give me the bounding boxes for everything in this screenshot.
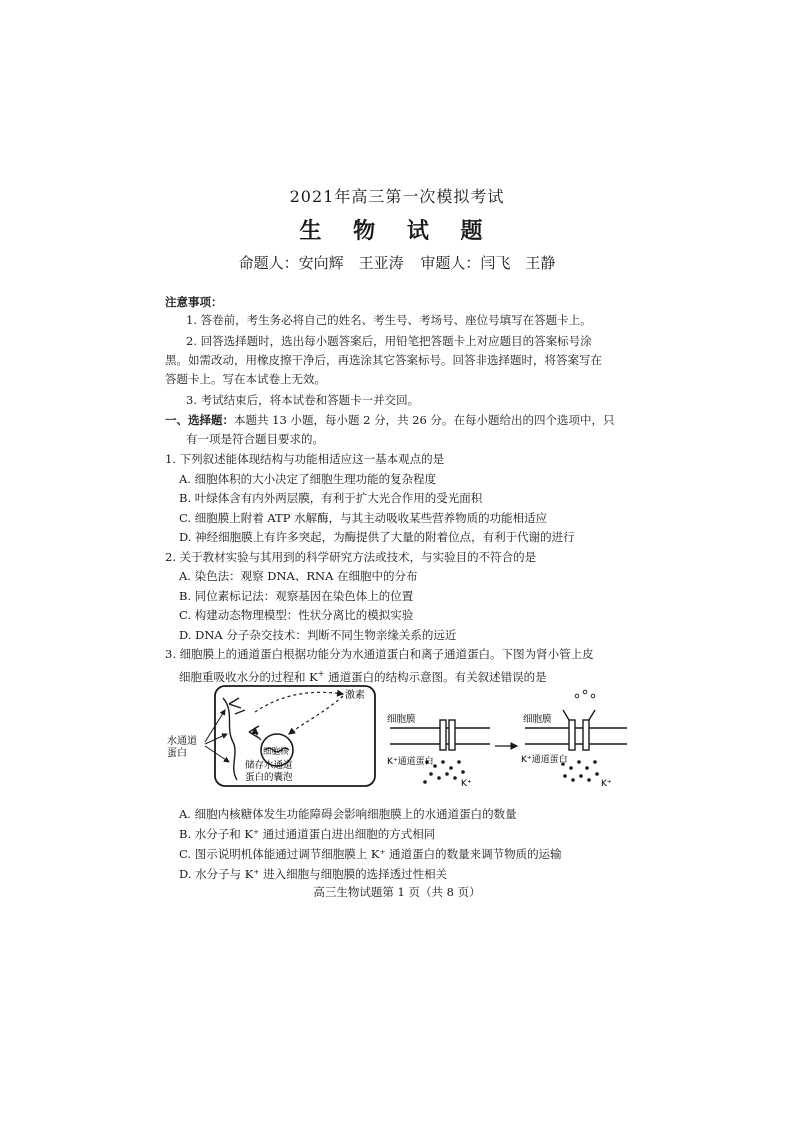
question-2-stem: 2. 关于教材实验与其用到的科学研究方法或技术，与实验目的不符合的是 bbox=[165, 550, 537, 564]
label-vesicle: 蛋白的囊泡 bbox=[245, 772, 293, 783]
k-channel-open bbox=[525, 690, 627, 782]
question-3-stem-cont: 细胞重吸收水分的过程和 K+ 通道蛋白的结构示意图。有关叙述错误的是 bbox=[179, 669, 547, 684]
section-label: 一、选择题： bbox=[165, 413, 234, 427]
water-channel-mark bbox=[229, 698, 241, 708]
question-2-option-d: D. DNA 分子杂交技术：判断不同生物亲缘关系的远近 bbox=[179, 628, 457, 642]
k-ions-outside bbox=[575, 690, 595, 698]
question-2-option-b: B. 同位素标记法：观察基因在染色体上的位置 bbox=[179, 589, 414, 603]
note-line: 1. 答卷前，考生务必将自己的姓名、考生号、考场号、座位号填写在答题卡上。 bbox=[186, 313, 592, 327]
section-instructions: 本题共 13 小题，每小题 2 分，共 26 分。在每小题给出的四个选项中，只 bbox=[234, 413, 615, 427]
question-3-option-a: A. 细胞内核糖体发生功能障碍会影响细胞膜上的水通道蛋白的数量 bbox=[179, 807, 517, 821]
question-3-option-c: C. 图示说明机体能通过调节细胞膜上 K⁺ 通道蛋白的数量来调节物质的运输 bbox=[179, 847, 562, 861]
question-3-option-b: B. 水分子和 K⁺ 通过通道蛋白进出细胞的方式相同 bbox=[179, 827, 436, 841]
question-3-option-d: D. 水分子与 K⁺ 进入细胞与细胞膜的选择透过性相关 bbox=[179, 867, 448, 881]
note-line: 黑。如需改动，用橡皮擦干净后，再选涂其它答案标号。回答非选择题时，将答案写在 bbox=[165, 353, 602, 367]
question-3-stem: 3. 细胞膜上的通道蛋白根据功能分为水通道蛋白和离子通道蛋白。下图为肾小管上皮 bbox=[165, 647, 594, 661]
label-hormone: 激素 bbox=[345, 690, 365, 701]
note-line: 3. 考试结束后，将本试卷和答题卡一并交回。 bbox=[186, 393, 420, 407]
label-k-channel: K⁺通道蛋白 bbox=[521, 755, 568, 765]
signal-arrow bbox=[289, 696, 343, 734]
exam-title: 2021年高三第一次模拟考试 bbox=[289, 187, 505, 206]
label-membrane: 细胞膜 bbox=[523, 714, 552, 725]
water-channel-mark bbox=[235, 710, 245, 714]
water-channel-mark bbox=[249, 726, 259, 738]
kidney-cell-diagram bbox=[205, 686, 375, 786]
pointer-line bbox=[205, 734, 227, 744]
label-k-ion: K⁺ bbox=[601, 779, 612, 789]
reviewers: 审题人：闫飞 王静 bbox=[420, 254, 556, 272]
section-instructions-cont: 有一项是符合题目要求的。 bbox=[186, 432, 324, 446]
k-channel-closed bbox=[390, 720, 490, 784]
authors-line bbox=[0, 252, 794, 273]
notes-heading: 注意事项： bbox=[165, 295, 223, 309]
label-water-channel: 水通道 bbox=[167, 736, 197, 747]
setters: 命题人：安向辉 王亚涛 bbox=[238, 254, 404, 272]
hormone-arrow bbox=[255, 692, 343, 712]
label-k-channel: K⁺通道蛋白 bbox=[387, 757, 434, 767]
question-1-option-d: D. 神经细胞膜上有许多突起，为酶提供了大量的附着位点，有利于代谢的进行 bbox=[179, 530, 575, 544]
cell-outline bbox=[215, 686, 375, 786]
pointer-line bbox=[205, 746, 229, 762]
page-footer: 高三生物试题第 1 页（共 8 页） bbox=[313, 885, 481, 899]
question-2-option-a: A. 染色法：观察 DNA、RNA 在细胞中的分布 bbox=[179, 569, 418, 583]
label-nucleus: 细胞核 bbox=[263, 747, 289, 757]
question-1-option-b: B. 叶绿体含有内外两层膜，有利于扩大光合作用的受光面积 bbox=[179, 491, 483, 505]
note-line: 答题卡上。写在本试卷上无效。 bbox=[165, 372, 326, 386]
section-line bbox=[165, 412, 615, 428]
question-1-stem: 1. 下列叙述能体现结构与功能相适应这一基本观点的是 bbox=[165, 452, 445, 466]
channel-protein-figure bbox=[165, 682, 635, 792]
label-water-channel: 蛋白 bbox=[167, 748, 187, 759]
note-line: 2. 回答选择题时，选出每小题答案后，用铅笔把答题卡上对应题目的答案标号涂 bbox=[186, 334, 592, 348]
subject-title: 生 物 试 题 bbox=[299, 218, 495, 244]
question-1-option-c: C. 细胞膜上附着 ATP 水解酶，与其主动吸收某些营养物质的功能相适应 bbox=[179, 511, 548, 525]
question-1-option-a: A. 细胞体积的大小决定了细胞生理功能的复杂程度 bbox=[179, 472, 437, 486]
label-k-ion: K⁺ bbox=[461, 779, 472, 789]
question-2-option-c: C. 构建动态物理模型：性状分离比的模拟实验 bbox=[179, 608, 414, 622]
label-membrane: 细胞膜 bbox=[387, 714, 416, 725]
label-vesicle: 储存水通道 bbox=[245, 760, 293, 771]
